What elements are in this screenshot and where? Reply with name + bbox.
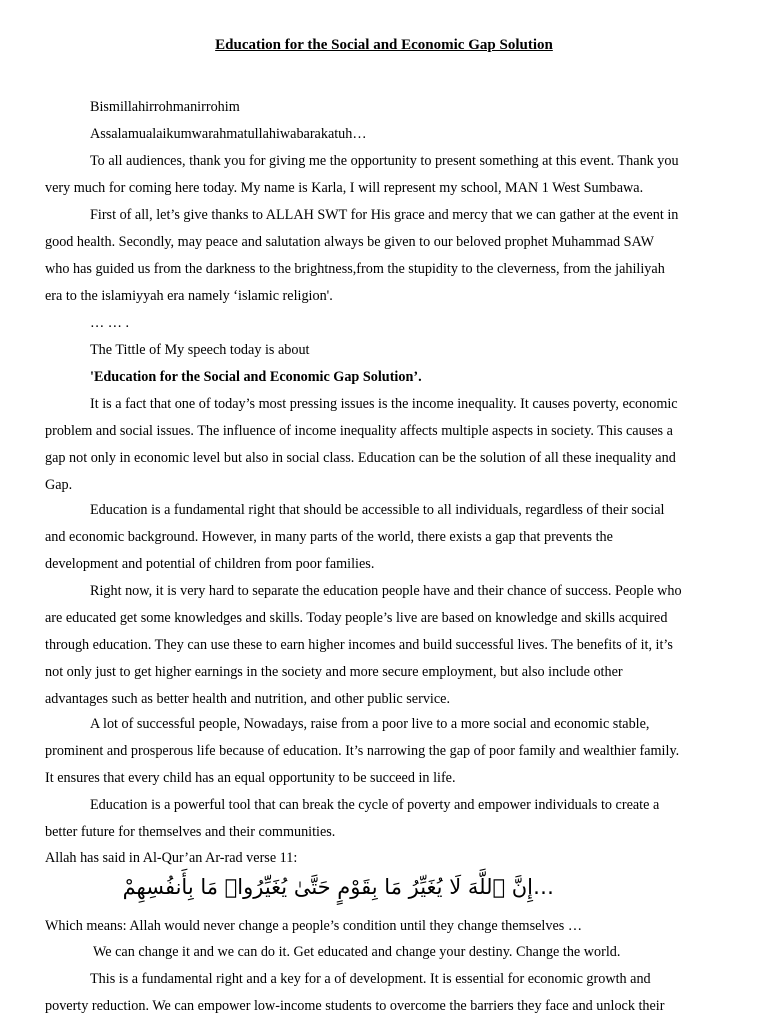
text-line: This is a fundamental right and a key for a of development. It is essential for economic growth and	[90, 971, 651, 987]
text-line: Education is a fundamental right that should be accessible to all individuals, regardless of their social	[90, 502, 665, 518]
text-line: prominent and prosperous life because of education. It’s narrowing the gap of poor family and wealthier family.	[45, 743, 680, 759]
text-line: Assalamualaikumwarahmatullahiwabarakatuh…	[90, 126, 367, 142]
text-line: poverty reduction. We can empower low-income students to overcome the barriers they face and unlock their	[45, 998, 665, 1014]
text-line: First of all, let’s give thanks to ALLAH SWT for His grace and mercy that we can gather at the event in	[90, 207, 679, 223]
text-line: better future for themselves and their communities.	[45, 824, 336, 840]
text-line: Bismillahirrohmanirrohim	[90, 99, 240, 115]
text-line: development and potential of children from poor families.	[45, 556, 375, 572]
text-line: Allah has said in Al-Qur’an Ar-rad verse 11:	[45, 850, 298, 866]
text-line: Education is a powerful tool that can break the cycle of poverty and empower individuals to create a	[90, 797, 660, 813]
arabic-verse: …إِنَّ ٱللَّهَ لَا يُغَيِّرُ مَا بِقَوْمٍ حَتَّىٰ يُغَيِّرُوا۟ مَا بِأَنفُسِهِمْ	[122, 875, 554, 899]
text-line: advantages such as better health and nutrition, and other public service.	[45, 691, 450, 707]
text-line: very much for coming here today. My name is Karla, I will represent my school, MAN 1 West Sumbawa.	[45, 180, 644, 196]
text-line: 'Education for the Social and Economic Gap Solution’.	[90, 369, 422, 385]
text-line: who has guided us from the darkness to the brightness,from the stupidity to the cleverness, from the jahiliyah	[45, 261, 665, 277]
text-line: Which means: Allah would never change a people’s condition until they change themselves …	[45, 918, 583, 934]
text-line: problem and social issues. The influence of income inequality affects multiple aspects in society. This causes a	[45, 423, 673, 439]
text-line: era to the islamiyyah era namely ‘islamic religion'.	[45, 288, 333, 304]
text-line: are educated get some knowledges and skills. Today people’s live are based on knowledge and skills acquired	[45, 610, 668, 626]
text-line: through education. They can use these to earn higher incomes and build successful lives. The benefits of it, it’s	[45, 637, 673, 653]
text-line: … … .	[90, 315, 130, 331]
text-line: It ensures that every child has an equal opportunity to be succeed in life.	[45, 770, 456, 786]
text-line: It is a fact that one of today’s most pressing issues is the income inequality. It causes poverty, economic	[90, 396, 678, 412]
text-line: A lot of successful people, Nowadays, raise from a poor live to a more social and economic stable,	[90, 716, 650, 732]
text-line: Right now, it is very hard to separate the education people have and their chance of success. People who	[90, 583, 682, 599]
text-line: To all audiences, thank you for giving me the opportunity to present something at this event. Thank you	[90, 153, 679, 169]
text-line: not only just to get higher earnings in the society and more secure employment, but also include other	[45, 664, 623, 680]
text-line: We can change it and we can do it. Get educated and change your destiny. Change the world.	[93, 944, 621, 960]
text-line: gap not only in economic level but also in social class. Education can be the solution of all these inequality and	[45, 450, 676, 466]
text-line: and economic background. However, in many parts of the world, there exists a gap that prevents the	[45, 529, 613, 545]
text-line: Gap.	[45, 477, 73, 493]
text-line: good health. Secondly, may peace and salutation always be given to our beloved prophet Muhammad SAW	[45, 234, 655, 250]
document-title: Education for the Social and Economic Gap Solution	[215, 37, 553, 53]
text-line: The Tittle of My speech today is about	[90, 342, 310, 358]
